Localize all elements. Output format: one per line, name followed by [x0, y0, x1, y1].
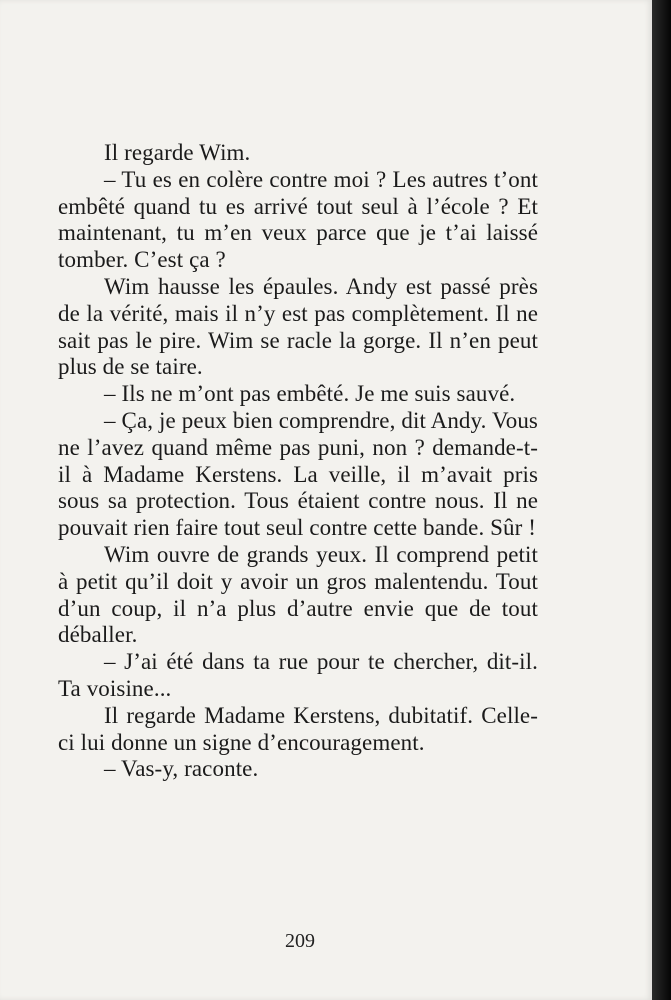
paragraph: Wim hausse les épaules. Andy est passé près de la vérité, mais il n’y est pas complètement. Il ne sait pas le pire. Wim se racle la gorge. Il n’en peut plus de se taire. — [58, 273, 538, 380]
page-number: 209 — [285, 930, 315, 952]
paragraph: – Ils ne m’ont pas embêté. Je me suis sauvé. — [104, 381, 516, 407]
paragraph: Il regarde Madame Kerstens, dubitatif. Celle-ci lui donne un signe d’encouragement. — [58, 702, 538, 755]
paragraph: – Tu es en colère contre moi ? Les autres t’ont embêté quand tu es arrivé tout seul à l’école ? Et maintenant, tu m’en veux parce que je t’ai laissé tomber. C’est ça ? — [58, 166, 538, 273]
paragraph: – J’ai été dans ta rue pour te chercher, dit-il. Ta voisine... — [58, 649, 538, 701]
paragraph: Wim ouvre de grands yeux. Il comprend petit à petit qu’il doit y avoir un gros malentendu. Tout d’un coup, il n’a plus d’autre envie que de tout déballer. — [58, 541, 538, 648]
paragraph: – Ça, je peux bien comprendre, dit Andy. Vous ne l’avez quand même pas puni, non ? demande-t-il à Madame Kerstens. La veille, il m’avait pris sous sa protection. Tous étaient contre nous. Il ne pouvait rien faire tout seul contre cette bande. Sûr ! — [58, 407, 538, 541]
body-text — [58, 140, 538, 783]
page-edge — [652, 0, 671, 1000]
paragraph: Il regarde Wim. — [104, 140, 251, 165]
paragraph: – Vas-y, raconte. — [104, 756, 259, 782]
